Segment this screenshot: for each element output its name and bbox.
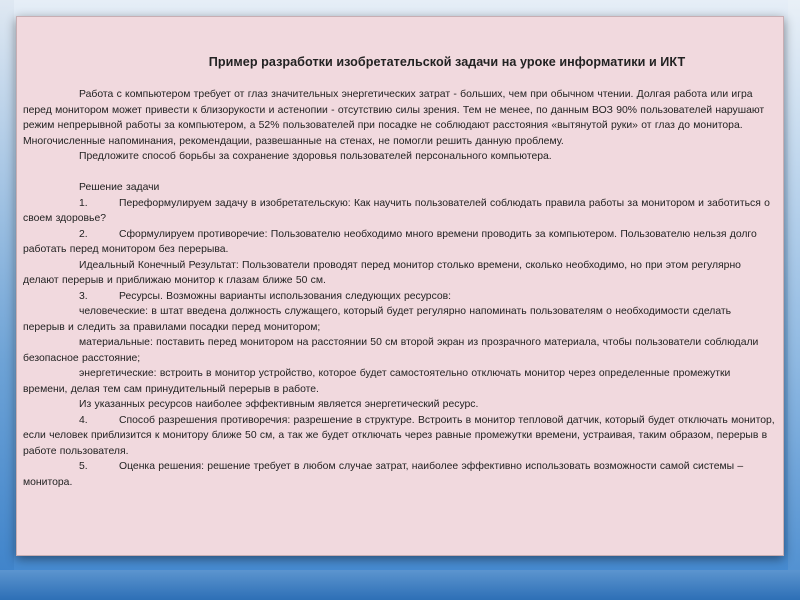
bottom-bar [0,570,800,600]
step-1-number: 1. [79,197,88,209]
step-1 [23,196,775,227]
step-2 [23,227,775,258]
resource-conclusion: Из указанных ресурсов наиболее эффективным является энергетический ресурс. [79,399,479,410]
resource-human: человеческие: в штат введена должность служащего, который будет регулярно напоминать пользователям о необходимости сделать перерыв и следить за правилами посадки перед монитором; [23,306,732,333]
step-2-number: 2. [79,228,88,240]
step-5 [23,459,775,490]
step-1-text: Переформулируем задачу в изобретательскую: Как научить пользователей соблюдать правила работы за монитором и заботиться о своем здоровье? [23,197,770,224]
step-5-number: 5. [79,461,88,472]
solution-heading: Решение задачи [79,182,160,193]
slide-panel [16,16,784,556]
step-4-text: Способ разрешения противоречия: разрешение в структуре. Встроить в монитор тепловой датчик, который будет отключать монитор, если человек приблизится к монитору ближе 50 см, а так же будет отключать через равные промежутки времени, устраивая, таким образом, перерыв в работе пользователя. [23,414,775,457]
background-edge-left [0,0,14,600]
resource-energy: энергетические: встроить в монитор устройство, которое будет самостоятельно отключать монитор через определенные промежутки времени, делая тем сам принудительный перерыв в работе. [23,368,731,395]
slide-title: Пример разработки изобретательской задачи на уроке информатики и ИКТ [208,55,686,69]
ikr-paragraph: Идеальный Конечный Результат: Пользователи проводят перед монитор столько времени, сколько необходимо, но при этом регулярно делают перерыв и приближаю монитор к глазам ближе 50 см. [23,259,741,286]
background-edge-right [788,0,800,600]
step-2-text: Сформулируем противоречие: Пользователю необходимо много времени проводить за компьютером. Пользователю нельзя долго работать перед монитором без перерыва. [23,228,757,255]
resource-material: материальные: поставить перед монитором на расстоянии 50 см второй экран из прозрачного материала, чтобы пользователи соблюдали безопасное расстояние; [23,337,759,364]
step-4-number: 4. [79,414,88,426]
step-4 [23,413,775,460]
step-3-text: Ресурсы. Возможны варианты использования следующих ресурсов: [119,290,452,302]
task-paragraph: Предложите способ борьбы за сохранение здоровья пользователей персонального компьютера. [79,151,552,162]
step-5-text: Оценка решения: решение требует в любом случае затрат, наиболее эффективно использовать возможности самой системы – монитора. [23,461,744,488]
intro-paragraph: Работа с компьютером требует от глаз значительных энергетических затрат - больших, чем при обычном чтении. Долгая работа или игра перед монитором может привести к близорукости и астенопии - отсутствию силы зрения. Тем не менее, по данным ВОЗ 90% пользователей нарушают режим непрерывной работы за компьютером, а 52% пользователей при посадке не соблюдают расстояния «вытянутой руки» от глаз до монитора. Многочисленные напоминания, рекомендации, развешанные на стенах, не помогли решить данную проблему. [23,89,765,147]
step-3 [23,289,775,305]
step-3-number: 3. [79,290,88,302]
spacer [23,165,775,181]
